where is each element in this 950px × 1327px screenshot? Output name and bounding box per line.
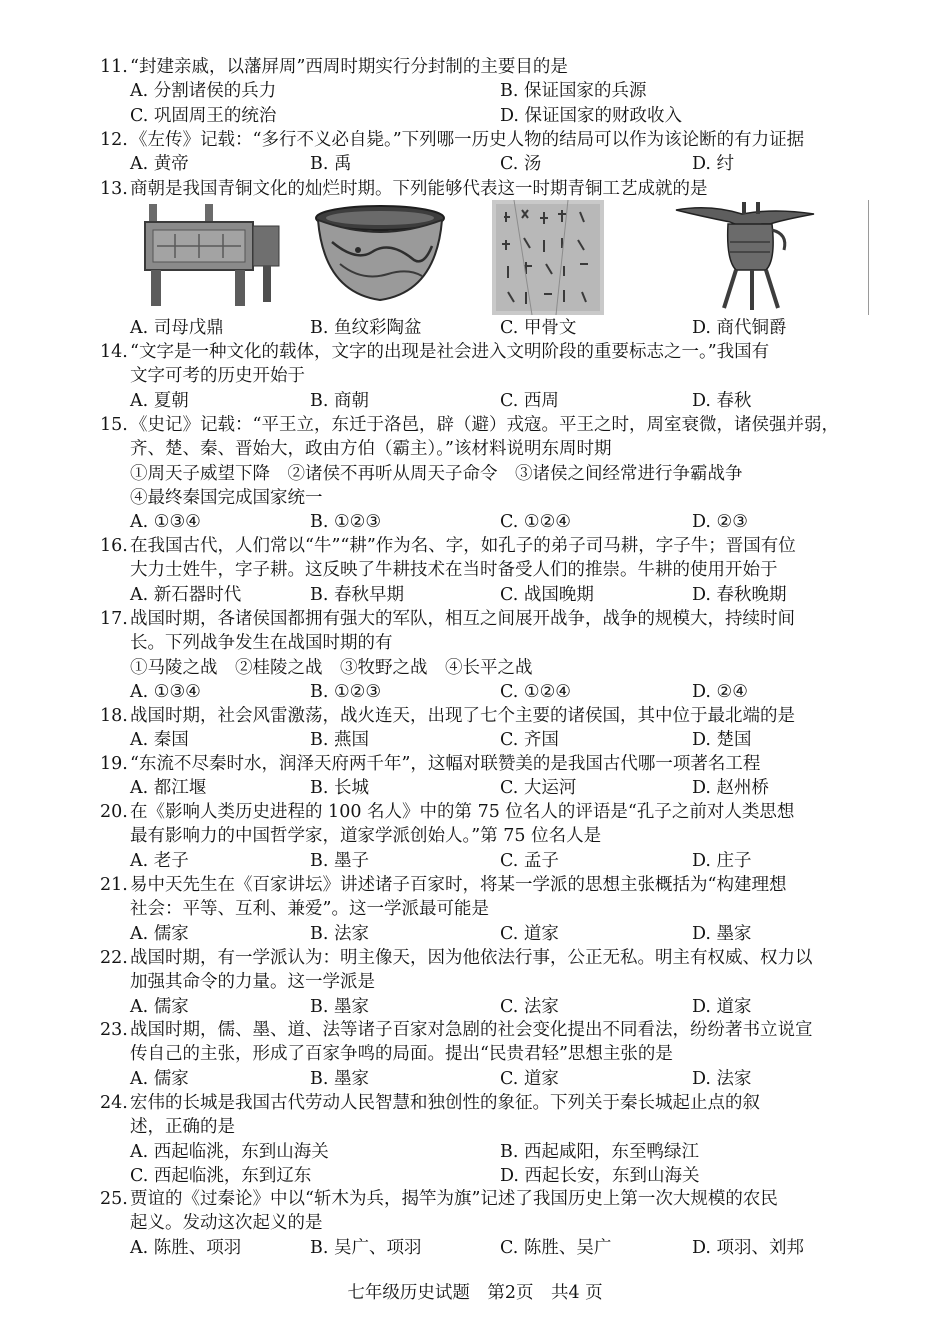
option-b[interactable]: B. 商朝 xyxy=(310,390,369,411)
question-22 xyxy=(100,946,895,1019)
question-number: 15. xyxy=(100,415,128,435)
statement-line: ④最终秦国完成国家统一 xyxy=(130,487,323,508)
option-a[interactable]: A. 陈胜、项羽 xyxy=(130,1237,242,1258)
question-20 xyxy=(100,800,895,873)
question-14 xyxy=(100,340,895,413)
pottery-basin-image xyxy=(310,200,450,315)
option-c[interactable]: C. 甲骨文 xyxy=(500,318,577,338)
option-d[interactable]: D. 庄子 xyxy=(692,850,752,871)
option-d[interactable]: D. 法家 xyxy=(692,1068,752,1089)
option-b[interactable]: B. 长城 xyxy=(310,778,369,799)
option-a[interactable]: A. 分割诸侯的兵力 xyxy=(130,81,277,102)
option-c[interactable]: C. 陈胜、吴广 xyxy=(500,1237,612,1258)
option-d[interactable]: D. 保证国家的财政收入 xyxy=(500,105,683,126)
option-a[interactable]: A. 西起临洮，东到山海关 xyxy=(130,1141,329,1162)
image-divider xyxy=(868,200,869,315)
option-b[interactable]: B. 墨家 xyxy=(310,996,369,1017)
question-stem-cont: 述，正确的是 xyxy=(130,1117,235,1138)
question-number: 16. xyxy=(100,536,128,556)
option-b[interactable]: B. ①②③ xyxy=(310,681,382,702)
option-d[interactable]: D. 西起长安，东到山海关 xyxy=(500,1165,700,1186)
question-21 xyxy=(100,873,895,946)
question-stem-cont: 加强其命令的力量。这一学派是 xyxy=(130,972,375,993)
question-stem-cont: 文字可考的历史开始于 xyxy=(130,366,305,387)
question-24 xyxy=(100,1091,895,1188)
question-stem: 战国时期，儒、墨、道、法等诸子百家对急剧的社会变化提出不同看法，纷纷著书立说宣 xyxy=(130,1020,813,1040)
question-stem: “文字是一种文化的载体，文字的出现是社会进入文明阶段的重要标志之一。”我国有 xyxy=(130,342,770,362)
question-19 xyxy=(100,752,895,801)
oracle-bone-image xyxy=(492,200,604,315)
option-a[interactable]: A. 秦国 xyxy=(130,730,189,751)
question-18 xyxy=(100,704,895,753)
option-d[interactable]: D. ②④ xyxy=(692,681,748,702)
option-c[interactable]: C. 道家 xyxy=(500,1068,559,1089)
option-a[interactable]: A. 司母戊鼎 xyxy=(130,318,224,338)
option-c[interactable]: C. 大运河 xyxy=(500,778,577,799)
question-number: 14. xyxy=(100,342,128,362)
question-stem: 在《影响人类历史进程的 100 名人》中的第 75 位名人的评语是“孔子之前对人类思想 xyxy=(130,802,795,822)
option-d[interactable]: D. 商代铜爵 xyxy=(692,318,787,338)
option-c[interactable]: C. 齐国 xyxy=(500,730,559,751)
option-b[interactable]: B. 春秋早期 xyxy=(310,584,404,605)
option-c[interactable]: C. ①②④ xyxy=(500,512,571,533)
option-d[interactable]: D. 墨家 xyxy=(692,923,752,944)
square-cauldron-image xyxy=(135,200,285,315)
question-stem-cont: 齐、楚、秦、晋始大，政由方伯（霸主）。”该材料说明东周时期 xyxy=(130,439,612,460)
option-d[interactable]: D. 项羽、刘邦 xyxy=(692,1237,805,1258)
option-a[interactable]: A. 黄帝 xyxy=(130,154,189,175)
question-13 xyxy=(100,177,895,201)
question-number: 23. xyxy=(100,1020,128,1040)
option-a[interactable]: A. 儒家 xyxy=(130,923,189,944)
option-a[interactable]: A. 都江堰 xyxy=(130,778,207,799)
option-c[interactable]: C. 法家 xyxy=(500,996,559,1017)
option-c[interactable]: C. 巩固周王的统治 xyxy=(130,105,277,126)
option-d[interactable]: D. 纣 xyxy=(692,154,735,175)
option-a[interactable]: A. 老子 xyxy=(130,850,189,871)
question-number: 21. xyxy=(100,875,128,895)
option-d[interactable]: D. 春秋 xyxy=(692,390,752,411)
question-stem: 《史记》记载：“平王立，东迁于洛邑，辟（避）戎寇。平王之时，周室衰微，诸侯强并弱， xyxy=(130,415,839,435)
option-d[interactable]: D. 楚国 xyxy=(692,730,752,751)
question-stem: “封建亲戚，以藩屏周”西周时期实行分封制的主要目的是 xyxy=(130,57,568,77)
question-number: 18. xyxy=(100,706,128,726)
question-stem: 在我国古代，人们常以“牛”“耕”作为名、字，如孔子的弟子司马耕，字子牛；晋国有位 xyxy=(130,536,796,556)
question-stem: 贾谊的《过秦论》中以“斩木为兵，揭竿为旗”记述了我国历史上第一次大规模的农民 xyxy=(130,1189,778,1209)
question-stem: “东流不尽秦时水，润泽天府两千年”，这幅对联赞美的是我国古代哪一项著名工程 xyxy=(130,754,761,774)
option-b[interactable]: B. 墨家 xyxy=(310,1068,369,1089)
option-c[interactable]: C. 道家 xyxy=(500,923,559,944)
option-d[interactable]: D. ②③ xyxy=(692,512,748,533)
question-number: 17. xyxy=(100,609,128,629)
artifact-images xyxy=(130,200,870,315)
option-a[interactable]: A. 夏朝 xyxy=(130,390,189,411)
page-footer: 七年级历史试题 第2页 共4 页 xyxy=(347,1283,603,1303)
question-16 xyxy=(100,534,895,607)
question-25 xyxy=(100,1187,895,1260)
question-17 xyxy=(100,607,895,704)
question-stem: 易中天先生在《百家讲坛》讲述诸子百家时，将某一学派的思想主张概括为“构建理想 xyxy=(130,875,787,895)
question-number: 25. xyxy=(100,1189,128,1209)
option-a[interactable]: A. 儒家 xyxy=(130,996,189,1017)
question-stem: 战国时期，社会风雷激荡，战火连天，出现了七个主要的诸侯国，其中位于最北端的是 xyxy=(130,706,795,726)
option-c[interactable]: C. 孟子 xyxy=(500,850,559,871)
question-stem: 商朝是我国青铜文化的灿烂时期。下列能够代表这一时期青铜工艺成就的是 xyxy=(130,179,708,199)
option-b[interactable]: B. 鱼纹彩陶盆 xyxy=(310,318,422,338)
option-a[interactable]: A. ①③④ xyxy=(130,681,201,702)
option-b[interactable]: B. 禹 xyxy=(310,154,352,175)
question-stem-cont: 传自己的主张，形成了百家争鸣的局面。提出“民贵君轻”思想主张的是 xyxy=(130,1044,673,1065)
question-stem-cont: 长。下列战争发生在战国时期的有 xyxy=(130,633,393,654)
question-stem-cont: 社会：平等、互利、兼爱”。这一学派最可能是 xyxy=(130,899,489,920)
option-d[interactable]: D. 赵州桥 xyxy=(692,778,770,799)
question-number: 20. xyxy=(100,802,128,822)
option-c[interactable]: C. ①②④ xyxy=(500,681,571,702)
question-number: 13. xyxy=(100,179,128,199)
option-b[interactable]: B. 西起咸阳，东至鸭绿江 xyxy=(500,1141,699,1162)
question-11 xyxy=(100,55,895,128)
question-number: 22. xyxy=(100,948,128,968)
option-a[interactable]: A. 新石器时代 xyxy=(130,584,242,605)
question-number: 24. xyxy=(100,1093,128,1113)
question-23 xyxy=(100,1018,895,1091)
option-b[interactable]: B. ①②③ xyxy=(310,512,382,533)
question-13-options xyxy=(100,316,895,340)
question-stem: 战国时期，有一学派认为：明主像天，因为他依法行事，公正无私。明主有权威、权力以 xyxy=(130,948,813,968)
question-15 xyxy=(100,413,895,534)
question-number: 12. xyxy=(100,130,128,150)
question-stem: 《左传》记载：“多行不义必自毙。”下列哪一历史人物的结局可以作为该论断的有力证据 xyxy=(130,130,805,150)
option-b[interactable]: B. 燕国 xyxy=(310,730,369,751)
question-stem-cont: 大力士姓牛，字子耕。这反映了牛耕技术在当时备受人们的推崇。牛耕的使用开始于 xyxy=(130,560,778,581)
statement-line: ①马陵之战 ②桂陵之战 ③牧野之战 ④长平之战 xyxy=(130,657,533,678)
question-12 xyxy=(100,128,895,177)
option-b[interactable]: B. 法家 xyxy=(310,923,369,944)
option-d[interactable]: D. 春秋晚期 xyxy=(692,584,787,605)
option-b[interactable]: B. 墨子 xyxy=(310,850,369,871)
option-c[interactable]: C. 战国晚期 xyxy=(500,584,594,605)
question-number: 11. xyxy=(100,57,128,77)
question-number: 19. xyxy=(100,754,128,774)
option-c[interactable]: C. 汤 xyxy=(500,154,542,175)
option-b[interactable]: B. 保证国家的兵源 xyxy=(500,81,647,102)
bronze-jue-image xyxy=(670,200,820,315)
option-c[interactable]: C. 西起临洮，东到辽东 xyxy=(130,1165,312,1186)
statement-line: ①周天子威望下降 ②诸侯不再听从周天子命令 ③诸侯之间经常进行争霸战争 xyxy=(130,463,743,484)
question-stem-cont: 起义。发动这次起义的是 xyxy=(130,1213,323,1234)
option-b[interactable]: B. 吴广、项羽 xyxy=(310,1237,422,1258)
question-stem: 战国时期，各诸侯国都拥有强大的军队，相互之间展开战争，战争的规模大，持续时间 xyxy=(130,609,795,629)
question-stem: 宏伟的长城是我国古代劳动人民智慧和独创性的象征。下列关于秦长城起止点的叙 xyxy=(130,1093,760,1113)
option-d[interactable]: D. 道家 xyxy=(692,996,752,1017)
option-a[interactable]: A. 儒家 xyxy=(130,1068,189,1089)
option-c[interactable]: C. 西周 xyxy=(500,390,559,411)
option-a[interactable]: A. ①③④ xyxy=(130,512,201,533)
question-stem-cont: 最有影响力的中国哲学家，道家学派创始人。”第 75 位名人是 xyxy=(130,826,602,847)
